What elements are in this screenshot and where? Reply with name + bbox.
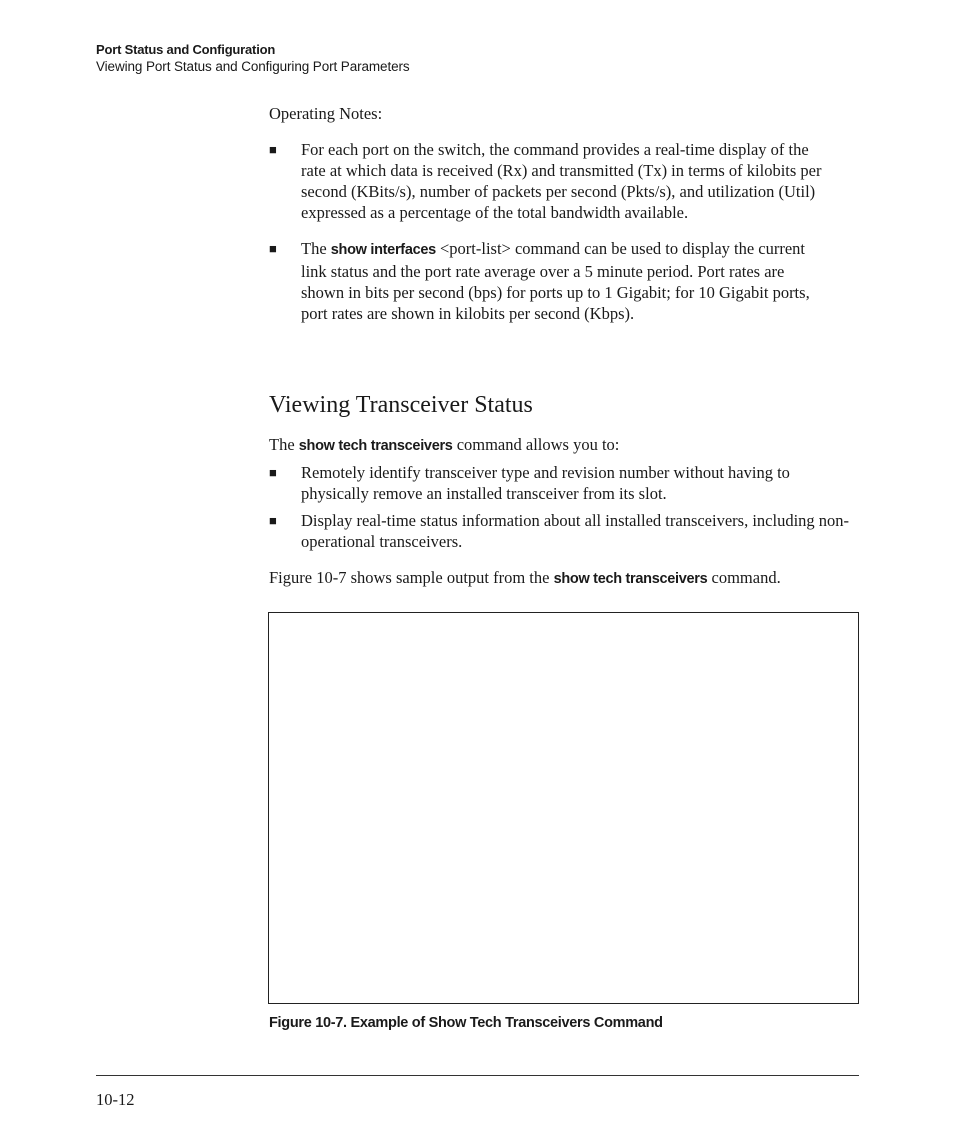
list-item xyxy=(269,238,829,324)
section-heading: Viewing Transceiver Status xyxy=(269,392,533,418)
bullet-icon: ■ xyxy=(269,465,277,480)
intro-text-before: The xyxy=(269,435,299,454)
list-item xyxy=(269,139,829,223)
bullet-icon: ■ xyxy=(269,241,277,256)
page-number: 10-12 xyxy=(96,1090,135,1109)
bullet-icon: ■ xyxy=(269,513,277,528)
chapter-title: Port Status and Configuration xyxy=(96,42,276,57)
capability-text: Display real-time status information about all installed transceivers, including non-operational transceivers. xyxy=(301,511,850,551)
running-header xyxy=(96,41,410,75)
intro-text-after: command allows you to: xyxy=(452,435,620,454)
section-intro xyxy=(269,434,859,457)
figure-ref-before: Figure 10-7 shows sample output from the xyxy=(269,568,554,587)
capabilities-list xyxy=(269,462,859,552)
command-show-tech-transceivers: show tech transceivers xyxy=(298,438,453,454)
list-item xyxy=(269,462,859,504)
operating-notes-title: Operating Notes: xyxy=(269,104,383,123)
operating-notes-list xyxy=(269,139,829,324)
figure-reference xyxy=(269,567,859,590)
figure-caption: Figure 10-7. Example of Show Tech Transceivers Command xyxy=(269,1015,663,1031)
note-text-before: The xyxy=(301,239,331,258)
command-show-tech-transceivers: show tech transceivers xyxy=(553,571,708,587)
capability-text: Remotely identify transceiver type and revision number without having to physically remove an installed transceiver from its slot. xyxy=(301,463,790,503)
list-item xyxy=(269,510,859,552)
section-title: Viewing Port Status and Configuring Port Parameters xyxy=(96,59,410,74)
note-text: For each port on the switch, the command provides a real-time display of the rate at which data is received (Rx) and transmitted (Tx) in terms of kilobits per second (KBits/s), number of packets per second (Pkts/s), and utilization (Util) expressed as a percentage of the total bandwidth available. xyxy=(301,140,822,222)
footer-divider xyxy=(96,1075,859,1076)
note-text-after: <port-list> command can be used to display the current link status and the port rate average over a 5 minute period. Port rates are shown in bits per second (bps) for ports up to 1 Gigabit; for 10 Gigabit ports, port rates are shown in kilobits per second (Kbps). xyxy=(301,239,810,323)
bullet-icon: ■ xyxy=(269,142,277,157)
command-show-interfaces: show interfaces xyxy=(330,242,436,258)
figure-frame xyxy=(268,612,859,1004)
figure-ref-after: command. xyxy=(707,568,781,587)
